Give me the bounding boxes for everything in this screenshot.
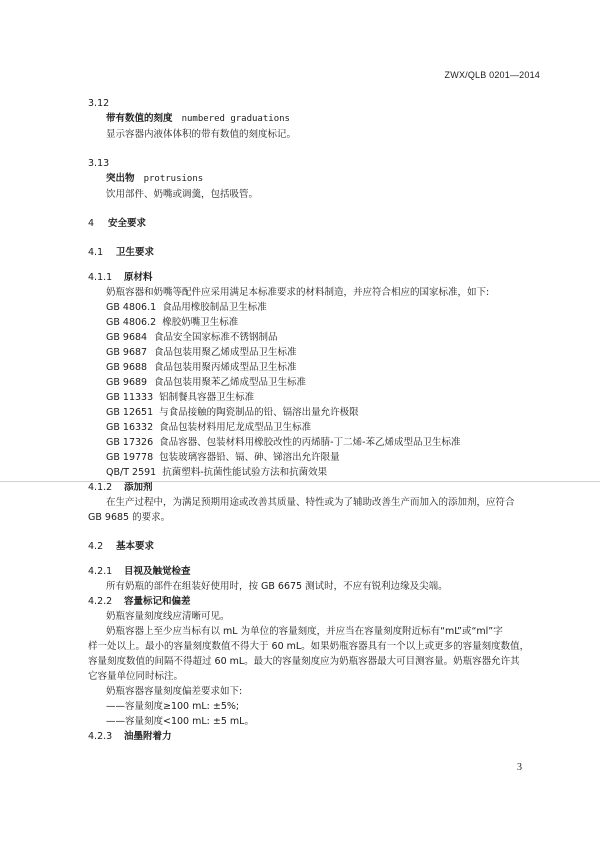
standard-item	[88, 345, 558, 360]
standard-item	[88, 375, 558, 390]
standard-item	[88, 405, 558, 420]
paragraph-4-2-1: 所有奶瓶的部件在组装好使用时，按 GB 6675 测试时，不应有锐利边缘及尖端。	[106, 581, 448, 592]
standard-name: 食品安全国家标准不锈钢制品	[154, 332, 278, 343]
section-number: 4	[88, 218, 95, 229]
term-cn: 带有数值的刻度	[106, 113, 173, 124]
section-heading-4-1	[88, 245, 558, 260]
standard-code: GB 17326	[106, 437, 154, 448]
term-cn: 突出物	[106, 173, 135, 184]
standard-item	[88, 465, 558, 480]
section-number: 4.1	[88, 247, 104, 258]
standard-item	[88, 435, 558, 450]
paragraph-4-1-2-line1: 在生产过程中，为满足预期用途或改善其质量、特性或为了辅助改善生产而加入的添加剂，应符合	[106, 497, 515, 508]
standard-item	[88, 420, 558, 435]
standard-code: GB 9687	[106, 347, 148, 358]
section-title: 安全要求	[108, 218, 147, 229]
standard-name: 食品包装用聚苯乙烯成型品卫生标准	[154, 377, 307, 388]
section-heading-4-2-3	[88, 729, 558, 744]
paragraph-4-1-2-line2: GB 9685 的要求。	[88, 512, 171, 523]
section-title: 油墨附着力	[124, 731, 172, 742]
paragraph-4-1-1-intro: 奶瓶容器和奶嘴等配件应采用满足本标准要求的材料制造，并应符合相应的国家标准，如下:	[106, 287, 490, 298]
section-title: 基本要求	[116, 541, 155, 552]
page-number: 3	[517, 762, 522, 773]
standard-code: GB 9684	[106, 332, 148, 343]
standard-name: 包装玻璃容器铅、镉、砷、锑溶出允许限量	[159, 452, 340, 463]
deviation-item: ——容量刻度<100 mL: ±5 mL。	[106, 716, 254, 727]
standard-code: GB 12651	[106, 407, 154, 418]
section-number: 4.1.1	[88, 272, 113, 283]
standard-code: GB 9689	[106, 377, 148, 388]
section-number-3-13: 3.13	[88, 158, 110, 169]
section-heading-4-2-2	[88, 594, 558, 609]
standard-item	[88, 390, 558, 405]
standard-item	[88, 360, 558, 375]
paragraph-4-2-2-p2-line3: 容量刻度数值的间隔不得超过 60 mL。最大的容量刻度应为奶瓶容器最大可目测容量。奶瓶容器允许其	[88, 656, 520, 667]
section-number-3-12: 3.12	[88, 98, 110, 109]
standard-code: GB 19778	[106, 452, 154, 463]
section-title: 添加剂	[124, 482, 153, 493]
section-heading-4-1-2	[88, 480, 558, 495]
standard-name: 食品包装用聚丙烯成型品卫生标准	[154, 362, 297, 373]
term-en: numbered graduations	[181, 114, 290, 124]
standard-name: 食品用橡胶制品卫生标准	[162, 302, 267, 313]
standard-name: 食品包装用聚乙烯成型品卫生标准	[154, 347, 297, 358]
standards-list	[88, 300, 558, 480]
section-heading-4-1-1	[88, 270, 558, 285]
term-definition-3-13: 饮用部件、奶嘴或调羹，包括吸管。	[106, 189, 259, 200]
paragraph-4-2-2-p3: 奶瓶容器容量刻度偏差要求如下:	[106, 686, 243, 697]
paragraph-4-2-2-p2-line1: 奶瓶容器上至少应当标有以 mL 为单位的容量刻度，并应当在容量刻度附近标有“mL”或“ml”字	[106, 626, 503, 637]
scan-divider	[0, 481, 600, 482]
deviation-item: ——容量刻度≥100 mL: ±5%;	[106, 701, 240, 712]
standard-code: GB 16332	[106, 422, 154, 433]
standard-name: 与食品接触的陶瓷制品的铅、镉溶出量允许极限	[159, 407, 359, 418]
section-title: 容量标记和偏差	[124, 596, 191, 607]
paragraph-4-2-2-p1: 奶瓶容量刻度线应清晰可见。	[106, 611, 230, 622]
section-number: 4.2.2	[88, 596, 113, 607]
section-heading-4-2-1	[88, 564, 558, 579]
term-definition-3-12: 显示容器内液体体积的带有数值的刻度标记。	[106, 129, 297, 140]
term-heading-3-12	[88, 111, 558, 127]
paragraph-4-2-2-p2-line2: 样一处以上。最小的容量刻度数值不得大于 60 mL。如果奶瓶容器具有一个以上或更多的容量刻度数值，	[88, 641, 530, 652]
standard-code: GB 11333	[106, 392, 154, 403]
standard-item	[88, 450, 558, 465]
standard-name: 橡胶奶嘴卫生标准	[162, 317, 239, 328]
term-heading-3-13	[88, 171, 558, 187]
standard-code: GB 4806.1	[106, 302, 157, 313]
section-number: 4.2	[88, 541, 104, 552]
standard-code: QB/T 2591	[106, 467, 157, 478]
section-heading-4-2	[88, 539, 558, 554]
standard-code: GB 4806.2	[106, 317, 157, 328]
section-heading-4	[88, 216, 558, 231]
standard-item	[88, 330, 558, 345]
paragraph-4-2-2-p2-line4: 它容量单位同时标注。	[88, 671, 184, 682]
section-title: 原材料	[124, 272, 153, 283]
term-en: protrusions	[143, 174, 204, 184]
standard-name: 食品容器、包装材料用橡胶改性的丙烯腈-丁二烯-苯乙烯成型品卫生标准	[159, 437, 461, 448]
standard-name: 食品包装材料用尼龙成型品卫生标准	[159, 422, 312, 433]
section-title: 卫生要求	[116, 247, 155, 258]
standard-name: 铝制餐具容器卫生标准	[159, 392, 255, 403]
standard-name: 抗菌塑料-抗菌性能试验方法和抗菌效果	[162, 467, 328, 478]
section-number: 4.1.2	[88, 482, 113, 493]
section-number: 4.2.3	[88, 731, 113, 742]
standard-item	[88, 315, 558, 330]
section-title: 目视及触觉检查	[124, 566, 191, 577]
standard-code: GB 9688	[106, 362, 148, 373]
page-content	[88, 96, 558, 744]
section-number: 4.2.1	[88, 566, 113, 577]
document-code: ZWX/QLB 0201—2014	[444, 70, 540, 80]
standard-item	[88, 300, 558, 315]
